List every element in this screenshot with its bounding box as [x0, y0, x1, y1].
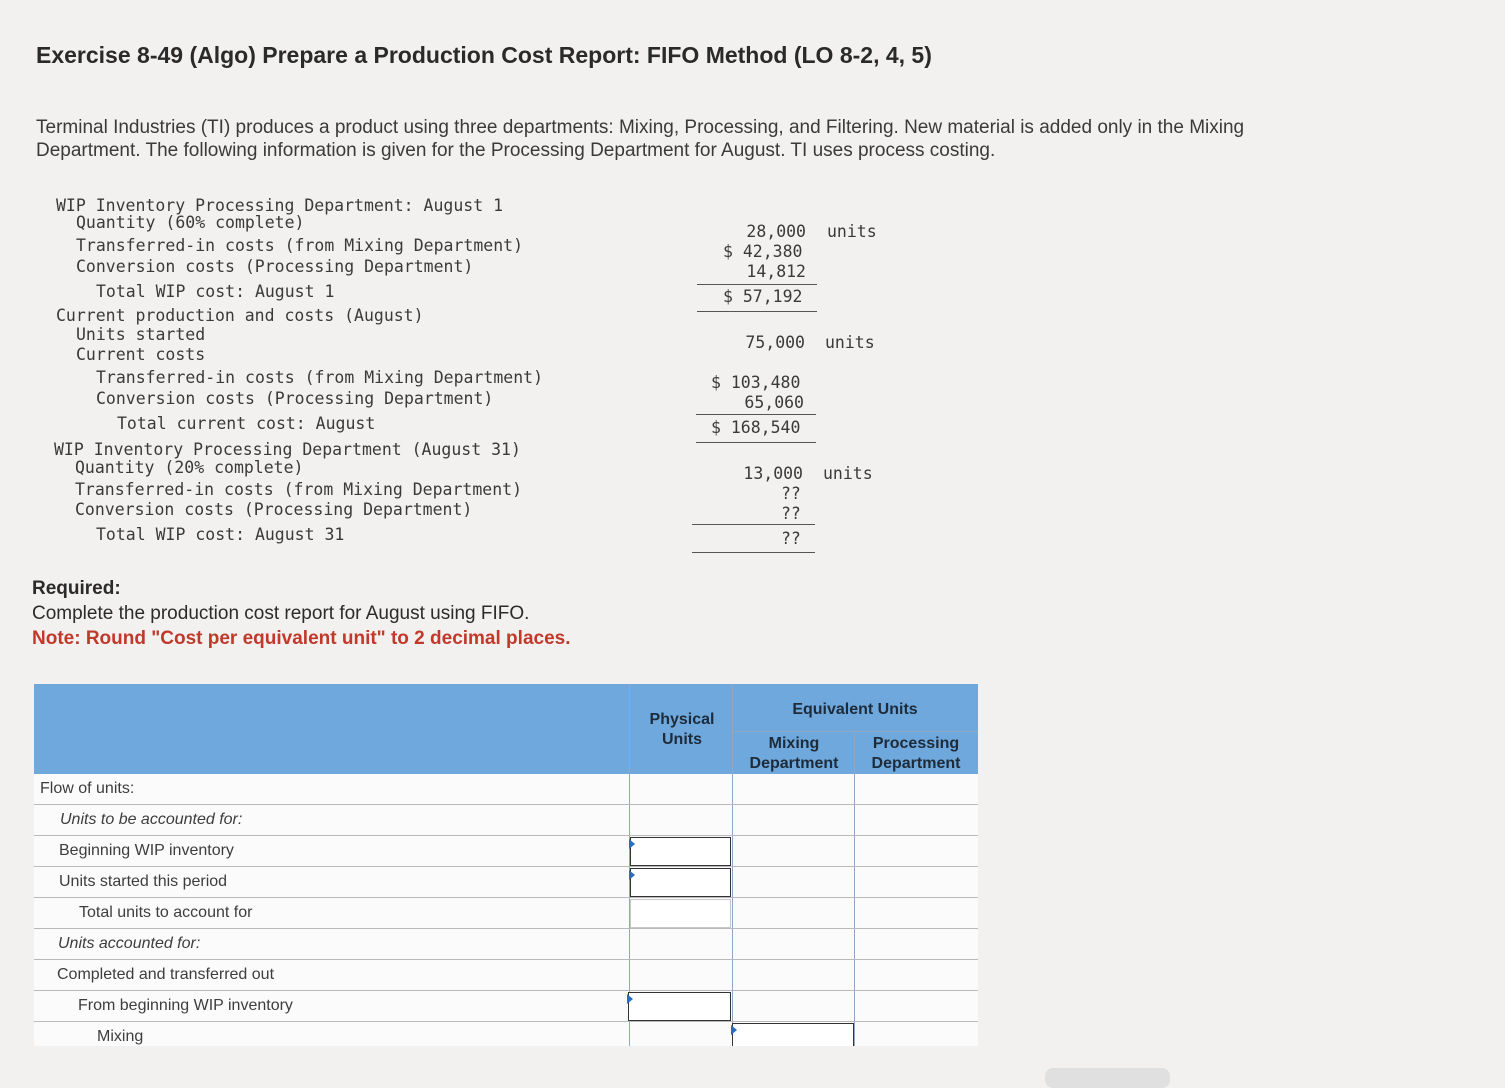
current-total-label: Total current cost: August: [117, 414, 376, 433]
current-cc-value: 65,060: [744, 393, 804, 412]
current-total-value: $ 168,540: [711, 418, 801, 437]
table-row: [34, 867, 978, 898]
units-started-value: 75,000: [745, 333, 805, 352]
wip-end-total-label: Total WIP cost: August 31: [96, 525, 345, 544]
row-label-completed-transferred: Completed and transferred out: [57, 966, 275, 983]
wip-end-header: WIP Inventory Processing Department (August 31): [54, 440, 521, 459]
from-beginning-wip-physical-input[interactable]: [628, 992, 731, 1021]
required-heading: Required:: [32, 578, 121, 599]
row-label-units-to-account: Units to be accounted for:: [60, 811, 243, 828]
table-row: [34, 836, 978, 867]
current-cc-label: Conversion costs (Processing Department): [96, 389, 494, 408]
col-equivalent-units: Equivalent Units: [792, 701, 918, 718]
wip-end-ti-label: Transferred-in costs (from Mixing Department): [75, 480, 523, 499]
production-cost-report-table: [34, 684, 978, 1046]
scroll-indicator[interactable]: [1045, 1068, 1170, 1088]
row-label-flow-of-units: Flow of units:: [40, 780, 135, 797]
beginning-wip-physical-input[interactable]: [630, 837, 731, 866]
wip-end-qty-value: 13,000: [743, 464, 803, 483]
rounding-note: Note: Round "Cost per equivalent unit" to 2 decimal places.: [32, 628, 571, 649]
current-header: Current production and costs (August): [56, 306, 424, 325]
exercise-title: Exercise 8-49 (Algo) Prepare a Production Cost Report: FIFO Method (LO 8-2, 4, 5): [36, 42, 932, 68]
problem-intro: Terminal Industries (TI) produces a product using three departments: Mixing, Processing, and Filtering. New material is added only in the Mixing Department. The following information is given for the Processing Department for August. TI uses process costing.: [36, 117, 1245, 161]
wip-end-ti-value: ??: [781, 484, 801, 503]
table-row: [34, 774, 978, 805]
wip-begin-cc-value: 14,812: [746, 262, 806, 281]
wip-begin-ti-value: $ 42,380: [723, 242, 803, 261]
current-costs-label: Current costs: [76, 345, 206, 364]
required-section: [32, 576, 571, 651]
row-label-total-units: Total units to account for: [79, 904, 253, 921]
wip-end-qty-unit: units: [823, 464, 873, 483]
mixing-equivalent-input[interactable]: [732, 1023, 854, 1046]
col-processing-department: Processing Department: [871, 735, 961, 772]
wip-begin-cc-label: Conversion costs (Processing Department): [76, 257, 474, 276]
current-ti-label: Transferred-in costs (from Mixing Department): [96, 368, 544, 387]
row-label-mixing: Mixing: [97, 1028, 144, 1045]
required-text: Complete the production cost report for August using FIFO.: [32, 603, 530, 624]
wip-begin-total-value: $ 57,192: [723, 287, 803, 306]
units-started-physical-input[interactable]: [630, 868, 731, 897]
units-started-label: Units started: [76, 325, 206, 344]
row-label-from-beginning-wip: From beginning WIP inventory: [78, 997, 293, 1014]
total-units-physical-input[interactable]: [630, 899, 731, 928]
wip-end-total-value: ??: [781, 529, 801, 548]
wip-end-qty-label: Quantity (20% complete): [75, 458, 304, 477]
table-row: [34, 805, 978, 836]
col-physical-units: Physical Units: [649, 711, 715, 748]
units-started-unit: units: [825, 333, 875, 352]
wip-begin-qty-value: 28,000: [746, 222, 806, 241]
table-row: [34, 960, 978, 991]
wip-end-cc-label: Conversion costs (Processing Department): [75, 500, 473, 519]
table-row: [34, 898, 978, 929]
wip-end-cc-value: ??: [781, 504, 801, 523]
given-data-block: [0, 0, 1000, 570]
wip-begin-qty-label: Quantity (60% complete): [76, 213, 305, 232]
row-label-beginning-wip: Beginning WIP inventory: [59, 842, 234, 859]
row-label-units-accounted: Units accounted for:: [58, 935, 201, 952]
current-ti-value: $ 103,480: [711, 373, 801, 392]
wip-begin-total-label: Total WIP cost: August 1: [96, 282, 335, 301]
table-row: [34, 929, 978, 960]
col-mixing-department: Mixing Department: [749, 735, 839, 772]
row-label-units-started: Units started this period: [59, 873, 228, 890]
wip-begin-header: WIP Inventory Processing Department: August 1: [56, 196, 504, 215]
wip-begin-qty-unit: units: [827, 222, 877, 241]
table-row: [34, 991, 978, 1022]
wip-begin-ti-label: Transferred-in costs (from Mixing Department): [76, 236, 524, 255]
